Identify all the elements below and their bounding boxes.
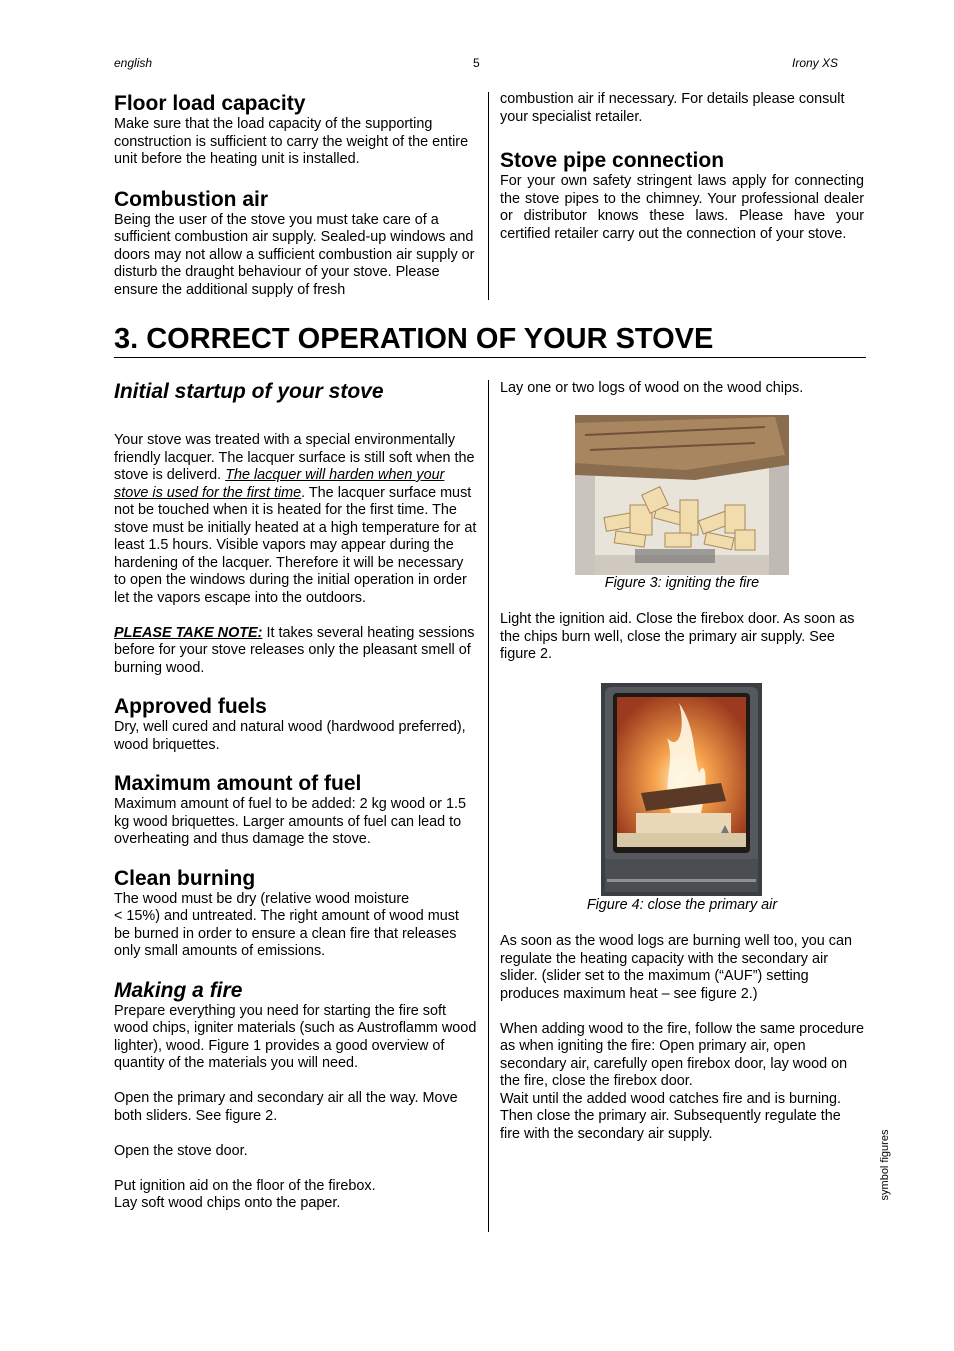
column-divider-top <box>488 92 489 300</box>
startup-emphasis: The lacquer will harden when your stove is used for the first time <box>114 467 445 501</box>
combustion-air-text: Being the user of the stove you must take care of a sufficient combustion air supply. Sealed-up windows and doors may not allow a sufficient combustion air supply or disturb the draught behaviour of your stove. Please ensure the additional supply of fresh <box>114 211 475 298</box>
main-right-column <box>500 380 864 398</box>
making-fire-heading: Making a fire <box>114 978 243 1002</box>
making-fire-text-2: Open the primary and secondary air all the way. Move both sliders. See figure 2. <box>114 1090 458 1124</box>
main-left-column <box>114 380 478 1213</box>
figure-4-caption: Figure 4: close the primary air <box>586 897 778 913</box>
clean-burning-text: < 15%) and untreated. The right amount of wood must be burned in order to ensure a clean fire that releases only small amounts of emissions. <box>114 908 459 959</box>
floor-load-text: Make sure that the load capacity of the supporting construction is sufficient to carry the weight of the entire unit before the heating unit is installed. <box>114 116 469 167</box>
making-fire-text-3: Open the stove door. <box>114 1142 248 1159</box>
figure-3-image <box>575 415 789 575</box>
header-language: english <box>114 56 153 70</box>
making-fire-text-4a: Put ignition aid on the floor of the firebox. <box>114 1177 376 1194</box>
startup-text-part2: . The lacquer surface must not be touched when it is heated for the first time. The stove must be initially heated at a high temperature for at least 1.5 hours. Visible vapors may appear during the hardening of the lacquer. Therefore it will be necessary to open the windows during the initial operation in order let the vapors escape into the outdoors. <box>114 484 477 606</box>
figure-4-image <box>601 683 762 896</box>
light-ignition-block <box>500 611 864 664</box>
startup-text-part1: Your stove was treated with a special environmentally friendly lacquer. The lacquer surface is still soft when the stove is deliverd. <box>114 432 475 483</box>
stove-pipe-text: For your own safety stringent laws apply for connecting the stove pipes to the chimney. Your professional dealer or distributor knows these laws. Please have your certified retailer carry out the connection of your stove. <box>500 173 864 242</box>
header-model: Irony XS <box>792 56 839 70</box>
combustion-air-continued: combustion air if necessary. For details please consult your specialist retailer. <box>500 91 845 125</box>
initial-startup-text <box>114 432 478 607</box>
chapter-underline <box>114 357 866 358</box>
clean-burning-text-line1: The wood must be dry (relative wood moisture <box>114 890 410 907</box>
approved-fuels-heading: Approved fuels <box>114 695 267 718</box>
approved-fuels-text: Dry, well cured and natural wood (hardwood preferred), wood briquettes. <box>114 719 466 753</box>
clean-burning-heading: Clean burning <box>114 866 256 890</box>
please-note-label: PLEASE TAKE NOTE: <box>114 624 263 641</box>
chapter-number: 3. <box>114 323 139 355</box>
chapter-heading <box>114 322 713 356</box>
please-note-text: It takes several heating sessions before for your stove releases only the pleasant smell of burning wood. <box>114 624 475 676</box>
adding-wood-text: When adding wood to the fire, follow the same procedure as when igniting the fire: Open primary air, open secondary air, carefully open firebox door, lay wood on the fire, close the firebox door. <box>500 1020 864 1089</box>
chapter-title: CORRECT OPERATION OF YOUR STOVE <box>146 323 714 355</box>
page-number: 5 <box>473 56 480 70</box>
initial-startup-heading: Initial startup of your stove <box>114 380 384 403</box>
top-left-column <box>114 92 476 299</box>
floor-load-heading: Floor load capacity <box>114 92 306 115</box>
making-fire-text-1: Prepare everything you need for starting the fire soft wood chips, igniter materials (such as Austroflamm wood lighter), wood. Figure 1 provides a good overview of quantity of the materials you will need. <box>114 1002 477 1071</box>
light-ignition-text: Light the ignition aid. Close the firebox door. As soon as the chips burn well, close the primary air supply. See figure 2. <box>500 611 855 662</box>
max-fuel-heading: Maximum amount of fuel <box>114 772 362 795</box>
figure-3-caption: Figure 3: igniting the fire <box>604 575 760 591</box>
burning-block <box>500 933 864 1143</box>
burning-text: As soon as the wood logs are burning well too, you can regulate the heating capacity with the secondary air slider. (slider set to the maximum (“AUF”) setting produces maximum heat – see figure 2.) <box>500 933 852 1002</box>
please-note <box>114 625 478 678</box>
stove-pipe-heading: Stove pipe connection <box>500 149 725 172</box>
making-fire-text-4b: Lay soft wood chips onto the paper. <box>114 1195 341 1211</box>
adding-wood-text-2: Wait until the added wood catches fire and is burning. Then close the primary air. Subsequently regulate the fire with the secondary air supply. <box>500 1090 842 1142</box>
top-right-column <box>500 91 864 243</box>
combustion-air-heading: Combustion air <box>114 187 269 211</box>
side-label: symbol figures <box>879 1129 891 1201</box>
max-fuel-text: Maximum amount of fuel to be added: 2 kg wood or 1.5 kg wood briquettes. Larger amounts of fuel can lead to overheating and thus damage the stove. <box>114 796 466 847</box>
column-divider-main <box>488 380 489 1232</box>
logs-text: Lay one or two logs of wood on the wood chips. <box>500 380 804 396</box>
